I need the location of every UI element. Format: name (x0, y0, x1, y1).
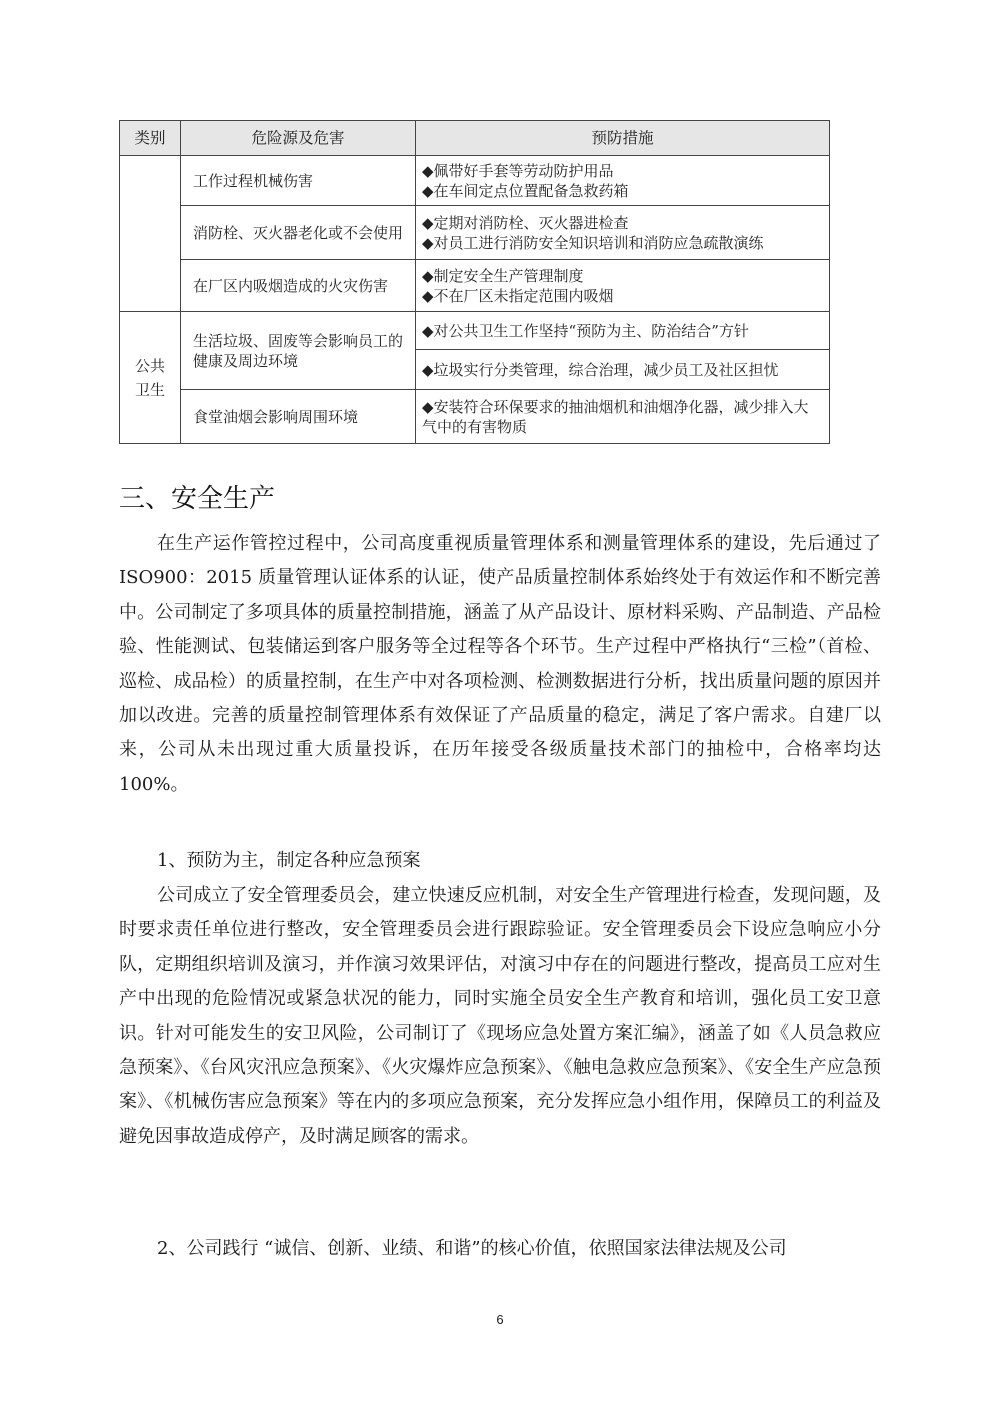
paragraph-quality: 在生产运作管控过程中，公司高度重视质量管理体系和测量管理体系的建设，先后通过了 ISO900：2015 质量管理认证体系的认证，使产品质量控制体系始终处于有效运作和不断完善中。公司制定了多项具体的质量控制措施，涵盖了从产品设计、原材料采购、产品制造、产品检验、性能测试、包装储运到客户服务等全过程等各个环节。生产过程中严格执行“三检”（首检、巡检、成品检）的质量控制，在生产中对各项检测、检测数据进行分析，找出质量问题的原因并加以改进。完善的质量控制管理体系有效保证了产品质量的稳定，满足了客户需求。自建厂以来，公司从未出现过重大质量投诉，在历年接受各级质量技术部门的抽检中，合格率均达 100%。 (119, 533, 881, 795)
measure-item: ◆安装符合环保要求的抽油烟机和油烟净化器，减少排入大气中的有害物质 (422, 397, 809, 436)
table-row (120, 312, 830, 350)
measures-cell (416, 260, 830, 312)
measures-cell (416, 390, 830, 444)
header-measures: 预防措施 (416, 121, 830, 156)
hazard-cell: 食堂油烟会影响周围环境 (181, 390, 416, 444)
paragraph-core-values: 2、公司践行 “诚信、创新、业绩、和谐”的核心价值，依照国家法律法规及公司 (157, 1238, 787, 1259)
table-row (120, 156, 830, 206)
header-hazard: 危险源及危害 (181, 121, 416, 156)
measure-item: ◆制定安全生产管理制度 (422, 266, 584, 285)
hazard-cell: 生活垃圾、固废等会影响员工的健康及周边环境 (181, 312, 416, 390)
hazard-cell: 在厂区内吸烟造成的火灾伤害 (181, 260, 416, 312)
header-category: 类别 (120, 121, 181, 156)
hazard-cell: 工作过程机械伤害 (181, 156, 416, 206)
category-cell (120, 312, 181, 444)
measure-item: ◆垃圾实行分类管理，综合治理，减少员工及社区担忧 (422, 360, 779, 379)
page-number: 6 (496, 1312, 504, 1327)
measure-item: ◆对员工进行消防安全知识培训和消防应急疏散演练 (422, 233, 764, 252)
measures-cell (416, 312, 830, 350)
measure-item: ◆定期对消防栓、灭火器进检查 (422, 213, 629, 232)
table-row (120, 260, 830, 312)
hazard-cell: 消防栓、灭火器老化或不会使用 (181, 206, 416, 260)
section-heading: 三、安全生产 (119, 484, 276, 514)
hazard-prevention-table (119, 120, 830, 444)
table-row (120, 390, 830, 444)
measure-item: ◆对公共卫生工作坚持“预防为主、防治结合”方针 (422, 321, 749, 340)
measure-item: ◆佩带好手套等劳动防护用品 (422, 161, 614, 180)
category-label: 公共卫生 (134, 356, 165, 399)
category-cell-empty (120, 156, 181, 312)
measures-cell (416, 156, 830, 206)
paragraph-emergency: 公司成立了安全管理委员会，建立快速反应机制，对安全生产管理进行检查，发现问题，及时要求责任单位进行整改，安全管理委员会进行跟踪验证。安全管理委员会下设应急响应小分队，定期组织培训及演习，并作演习效果评估，对演习中存在的问题进行整改，提高员工应对生产中出现的危险情况或紧急状况的能力，同时实施全员安全生产教育和培训，强化员工安卫意识。针对可能发生的安卫风险，公司制订了《现场应急处置方案汇编》，涵盖了如《人员急救应急预案》、《台风灾汛应急预案》、《火灾爆炸应急预案》、《触电急救应急预案》、《安全生产应急预案》、《机械伤害应急预案》等在内的多项应急预案，充分发挥应急小组作用，保障员工的利益及避免因事故造成停产，及时满足顾客的需求。 (119, 885, 881, 1147)
table-row (120, 206, 830, 260)
table-header-row (120, 121, 830, 156)
measure-item: ◆在车间定点位置配备急救药箱 (422, 181, 629, 200)
measures-cell (416, 350, 830, 390)
subheading-emergency: 1、预防为主，制定各种应急预案 (157, 850, 421, 871)
measure-item: ◆不在厂区未指定范围内吸烟 (422, 286, 614, 305)
measures-cell (416, 206, 830, 260)
